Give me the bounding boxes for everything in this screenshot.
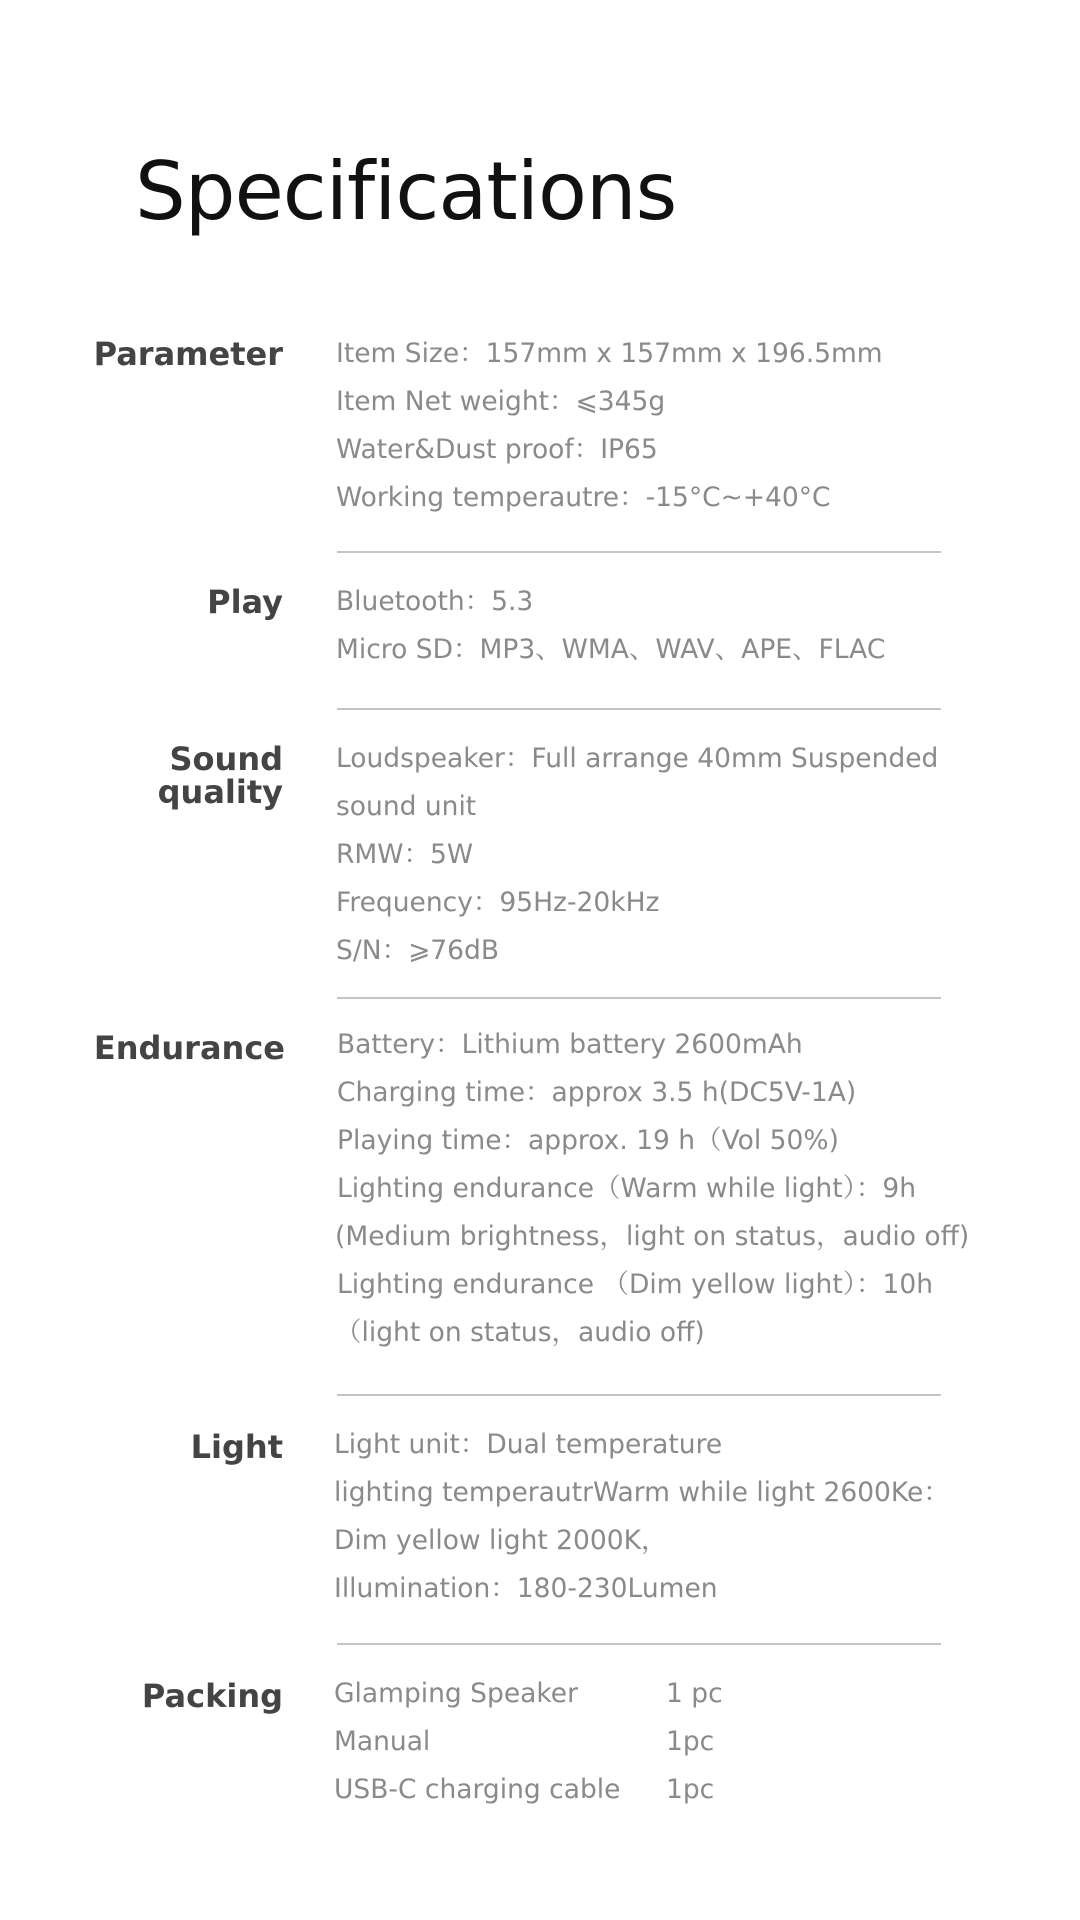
packing-item	[334, 1670, 1054, 1718]
spec-line: Light unit：Dual temperature	[334, 1429, 723, 1460]
spec-line: Frequency：95Hz-20kHz	[336, 887, 660, 918]
section-label-endurance: Endurance	[93, 1029, 285, 1067]
spec-line: Item Net weight：⩽345g	[336, 386, 666, 417]
spec-line: (Medium brightness，light on status，audio off)	[335, 1221, 970, 1252]
packing-item-name: Glamping Speaker	[334, 1678, 578, 1709]
section-label-play: Play	[207, 583, 283, 621]
packing-item-qty: 1 pc	[666, 1678, 723, 1709]
section-label-light: Light	[190, 1428, 283, 1466]
play-list	[336, 578, 1056, 674]
packing-item-name: Manual	[334, 1726, 431, 1757]
section-label-sound-quality	[43, 740, 283, 811]
spec-line: RMW：5W	[336, 839, 474, 870]
spec-line: Dim yellow light 2000K，	[334, 1525, 668, 1556]
spec-line: Bluetooth：5.3	[336, 586, 534, 617]
spec-line: Micro SD：MP3、WMA、WAV、APE、FLAC	[336, 634, 886, 665]
parameter-list	[336, 330, 1056, 522]
section-divider	[337, 708, 941, 710]
spec-line: S/N：⩾76dB	[336, 935, 499, 966]
packing-list	[334, 1670, 1054, 1814]
section-divider	[337, 997, 941, 999]
sound-quality-list	[336, 735, 1056, 975]
section-divider	[337, 551, 941, 553]
section-label-packing: Packing	[141, 1677, 283, 1715]
section-label-line: quality	[157, 773, 283, 811]
section-label-parameter: Parameter	[93, 335, 283, 373]
section-label-line: Sound	[169, 740, 283, 778]
section-divider	[337, 1394, 941, 1396]
spec-line: Working temperautre：-15°C~+40°C	[336, 482, 831, 513]
spec-line: Water&Dust proof：IP65	[336, 434, 658, 465]
light-list	[334, 1421, 1054, 1613]
spec-line: Illumination：180-230Lumen	[334, 1573, 718, 1604]
spec-line: sound unit	[336, 791, 477, 822]
spec-line: lighting temperautrWarm while light 2600Ke：	[334, 1477, 950, 1508]
spec-line: Lighting endurance （Dim yellow light）：10h	[337, 1269, 934, 1300]
spec-line: Charging time：approx 3.5 h(DC5V-1A)	[337, 1077, 857, 1108]
endurance-list	[337, 1021, 1057, 1357]
section-divider	[337, 1643, 941, 1645]
spec-line: Battery：Lithium battery 2600mAh	[337, 1029, 803, 1060]
packing-item	[334, 1766, 1054, 1814]
spec-line: Playing time：approx. 19 h（Vol 50%)	[337, 1125, 839, 1156]
page-title: Specifications	[135, 145, 677, 238]
packing-item-name: USB-C charging cable	[334, 1774, 621, 1805]
spec-line: Item Size：157mm x 157mm x 196.5mm	[336, 338, 883, 369]
packing-item-qty: 1pc	[666, 1726, 715, 1757]
spec-line: （light on status，audio off)	[335, 1317, 705, 1348]
spec-line: Loudspeaker：Full arrange 40mm Suspended	[336, 743, 939, 774]
spec-line: Lighting endurance（Warm while light）：9h	[337, 1173, 917, 1204]
packing-item	[334, 1718, 1054, 1766]
packing-item-qty: 1pc	[666, 1774, 715, 1805]
